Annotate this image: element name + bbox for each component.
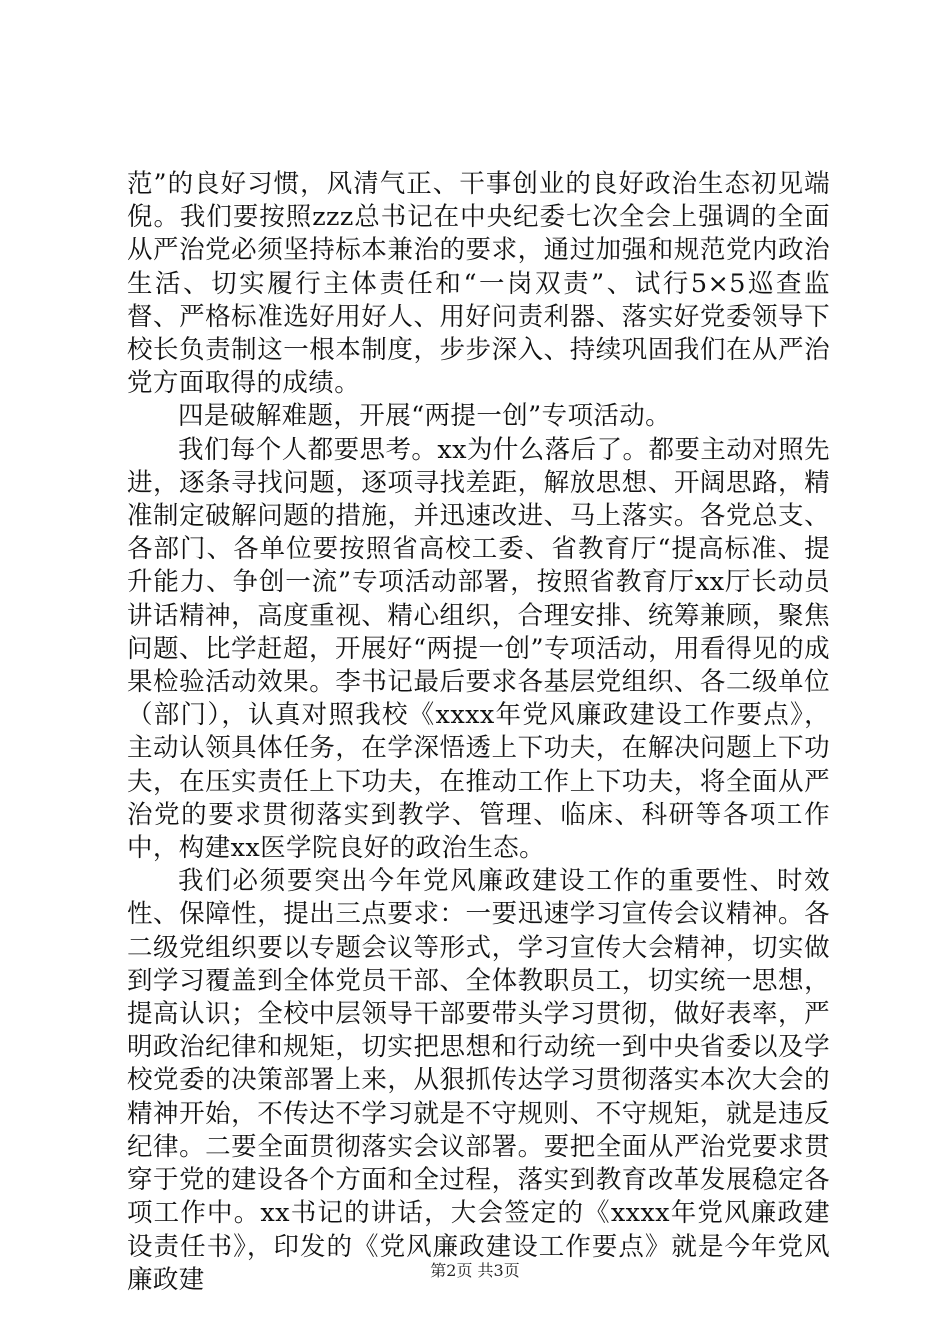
- document-body: [127, 168, 830, 1297]
- paragraph-requirements: 我们必须要突出今年党风廉政建设工作的重要性、时效性、保障性，提出三点要求：一要迅速学习宣传会议精神。各二级党组织要以专题会议等形式，学习宣传大会精神，切实做到学习覆盖到全体党员干部、全体教职员工，切实统一思想，提高认识；全校中层领导干部要带头学习贯彻，做好表率，严明政治纪律和规矩，切实把思想和行动统一到中央省委以及学校党委的决策部署上来，从狠抓传达学习贯彻落实本次大会的精神开始，不传达不学习就是不守规则、不守规矩，就是违反纪律。二要全面贯彻落实会议部署。要把全面从严治党要求贯穿于党的建设各个方面和全过程，落实到教育改革发展稳定各项工作中。xx书记的讲话，大会签定的《xxxx年党风廉政建设责任书》，印发的《党风廉政建设工作要点》就是今年党风廉政建: [127, 866, 830, 1295]
- paragraph-continuation: 范”的良好习惯，风清气正、干事创业的良好政治生态初见端倪。我们要按照zzz总书记在中央纪委七次全会上强调的全面从严治党必须坚持标本兼治的要求，通过加强和规范党内政治生活、切实履行主体责任和“一岗双责”、试行5×5巡查监督、严格标准选好用好人、用好问责利器、落实好党委领导下校长负责制这一根本制度，步步深入、持续巩固我们在从严治党方面取得的成绩。: [127, 169, 830, 399]
- paragraph-section-heading: 四是破解难题，开展“两提一创”专项活动。: [178, 401, 672, 432]
- paragraph-reflection: 我们每个人都要思考。xx为什么落后了。都要主动对照先进，逐条寻找问题，逐项寻找差距，解放思想、开阔思路，精准制定破解问题的措施，并迅速改进、马上落实。各党总支、各部门、各单位要按照省高校工委、省教育厅“提高标准、提升能力、争创一流”专项活动部署，按照省教育厅xx厅长动员讲话精神，高度重视、精心组织，合理安排、统筹兼顾，聚焦问题、比学赶超，开展好“两提一创”专项活动，用看得见的成果检验活动效果。李书记最后要求各基层党组织、各二级单位（部门），认真对照我校《xxxx年党风廉政建设工作要点》，主动认领具体任务，在学深悟透上下功夫，在解决问题上下功夫，在压实责任上下功夫，在推动工作上下功夫，将全面从严治党的要求贯彻落实到教学、管理、临床、科研等各项工作中，构建xx医学院良好的政治生态。: [127, 434, 830, 864]
- page-number-footer: 第2页 共3页: [430, 1261, 520, 1280]
